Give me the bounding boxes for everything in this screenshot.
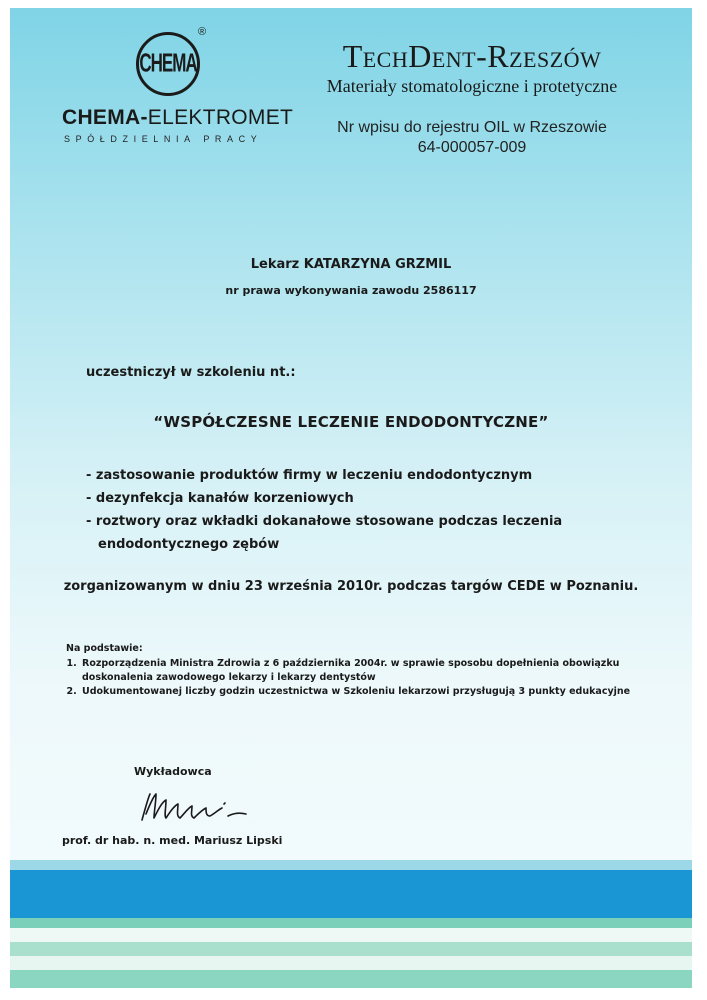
legal-basis	[66, 642, 666, 699]
topics-list	[86, 464, 686, 556]
company-subtitle: SPÓŁDZIELNIA PRACY	[64, 134, 263, 144]
company-name-bold: CHEMA-	[62, 106, 148, 129]
techdent-subtitle: Materiały stomatologiczne i protetyczne	[326, 76, 618, 96]
participation-statement: uczestniczył w szkoleniu nt.:	[86, 365, 296, 380]
certificate-sheet	[10, 8, 692, 988]
handwritten-signature	[128, 786, 268, 830]
legal-basis-title: Na podstawie:	[66, 643, 143, 654]
registered-mark: ®	[198, 26, 207, 38]
license-number: nr prawa wykonywania zawodu 2586117	[225, 284, 477, 297]
footer-band-teal	[10, 918, 692, 928]
techdent-title: TechDent-Rzeszów	[342, 38, 602, 74]
recipient-name: Lekarz KATARZYNA GRZMIL	[250, 257, 452, 272]
legal-basis-item: 2. Udokumentowanej liczby godzin uczestnictwa w Szkoleniu lekarzowi przysługują 3 punkty edukacyjne	[80, 685, 666, 699]
lecturer-label: Wykładowca	[134, 765, 212, 778]
logo-text: CHEMA	[139, 49, 197, 78]
chema-logo-block	[62, 26, 294, 146]
topic-item: - dezynfekcja kanałów korzeniowych	[86, 491, 354, 506]
registry-number: 64-000057-009	[417, 139, 527, 156]
footer-band-pale	[10, 928, 692, 942]
registry-info	[292, 118, 652, 158]
registry-line-1: Nr wpisu do rejestru OIL w Rzeszowie	[337, 119, 607, 136]
lecturer-name: prof. dr hab. n. med. Mariusz Lipski	[62, 834, 283, 847]
course-title: “WSPÓŁCZESNE LECZENIE ENDODONTYCZNE”	[153, 413, 549, 431]
footer-band-teal	[10, 942, 692, 956]
legal-basis-item: 1. Rozporządzenia Ministra Zdrowia z 6 października 2004r. w sprawie sposobu dopełnienia obowiązku doskonalenia zawodowego lekarzy i lekarzy dentystów	[80, 657, 666, 685]
footer-band-teal	[10, 970, 692, 988]
company-name	[62, 106, 293, 130]
topic-item: - zastosowanie produktów firmy w leczeniu endodontycznym	[86, 468, 533, 483]
techdent-header	[292, 38, 652, 97]
legal-basis-list	[66, 657, 666, 699]
company-name-rest: ELEKTROMET	[147, 106, 294, 129]
footer-band-blue	[10, 870, 692, 918]
footer-band-pale	[10, 956, 692, 970]
event-details: zorganizowanym w dniu 23 września 2010r. podczas targów CEDE w Poznaniu.	[63, 579, 639, 594]
topic-item: - roztwory oraz wkładki dokanałowe stosowane podczas leczenia endodontycznego zębów	[86, 514, 563, 552]
chema-logo-icon	[136, 32, 200, 96]
